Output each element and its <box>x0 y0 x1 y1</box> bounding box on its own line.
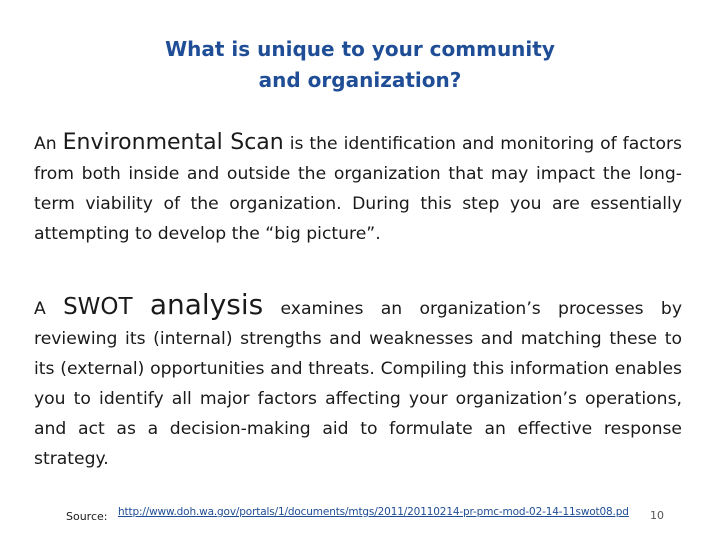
source-label: Source: <box>66 510 108 523</box>
slide-title-line-2: and organization? <box>258 68 462 92</box>
paragraph1-lead: An <box>34 134 57 154</box>
swot-term: SWOT <box>63 294 133 320</box>
slide-title-line-1: What is unique to your community <box>165 37 555 61</box>
environmental-scan-term: Environmental Scan <box>62 130 284 155</box>
paragraph2-lead: A <box>34 299 46 319</box>
analysis-term: analysis <box>149 288 264 321</box>
paragraph2-body: examines an organization’s processes by reviewing its (internal) strengths and weaknesses and matching these to its (external) opportunities and threats. Compiling this information enables you to identify all major factors affecting your organization’s operations, and act as a decision-making aid to formulate an effective response strategy. <box>34 299 682 469</box>
source-link[interactable]: http://www.doh.wa.gov/portals/1/documents/mtgs/2011/20110214-pr-pmc-mod-02-14-11swot08.pd <box>118 506 629 518</box>
environmental-scan-paragraph <box>34 128 682 249</box>
paragraph1-body: is the identification and monitoring of factors from both inside and outside the organization that may impact the long-term viability of the organization. During this step you are essentially attempting to develop the “big picture”. <box>34 134 682 244</box>
slide-title <box>0 34 720 96</box>
swot-analysis-paragraph <box>34 290 682 474</box>
source-footer <box>66 506 686 526</box>
page-number: 10 <box>650 509 664 522</box>
